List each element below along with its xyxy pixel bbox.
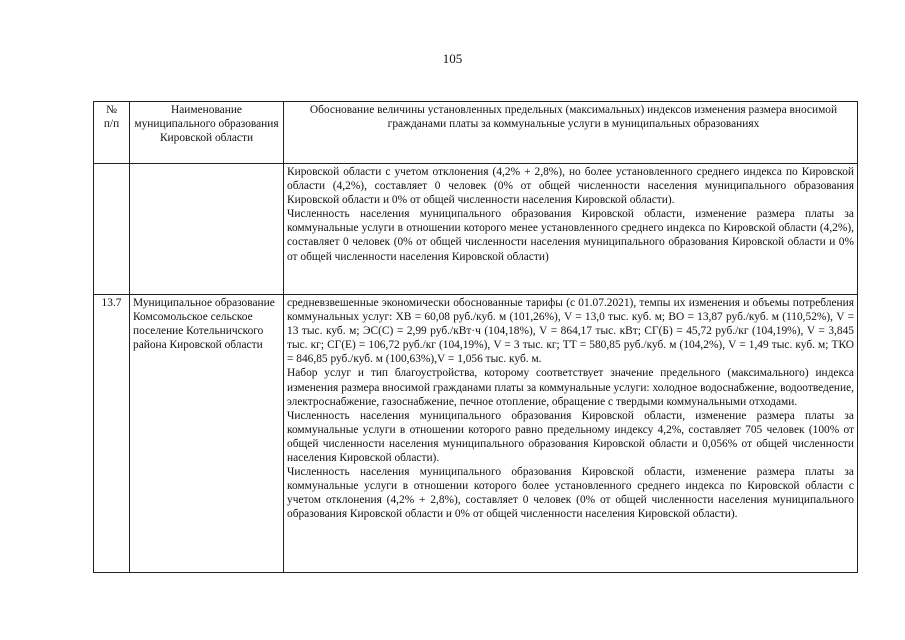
paragraph: Набор услуг и тип благоустройства, которому соответствует значение предельного (максимального) индекса изменения размера вносимой гражданами платы за коммунальные услуги: холодное водоснабжение, водоотведение, электроснабжение, газоснабжение, печное отопление, обращение с твердыми коммунальными отходами. [287, 367, 854, 408]
header-municipality: Наименование муниципального образования Кировской области [130, 102, 284, 164]
table-header-row [94, 102, 858, 164]
table-row [94, 295, 858, 573]
index-justification-table [93, 101, 858, 573]
row-number [94, 164, 130, 295]
paragraph: средневзвешенные экономически обоснованные тарифы (с 01.07.2021), темпы их изменения и объемы потребления коммунальных услуг: ХВ = 60,08 руб./куб. м (101,26%), V = 13,0 тыс. куб. м; ВО = 13,87 руб./куб. м (110,52%), V = 13 тыс. куб. м; ЭС(С) = 2,99 руб./кВт·ч (104,18%), V = 864,17 тыс. кВт; СГ(Б) = 45,72 руб./кг (104,19%), V = 3,845 тыс. кг; СГ(Е) = 106,72 руб./кг (104,19%), V = 3 тыс. кг; ТТ = 580,85 руб./куб. м (104,2%), V = 1,49 тыс. куб. м; ТКО = 846,85 руб./куб. м (100,63%),V = 1,056 тыс. куб. м. [287, 297, 854, 366]
row-number: 13.7 [94, 295, 130, 573]
page-number: 105 [442, 51, 463, 66]
paragraph: Численность населения муниципального образования Кировской области, изменение размера платы за коммунальные услуги в отношении которого более установленного среднего индекса по Кировской области с учетом отклонения (4,2% + 2,8%), составляет 0 человек (0% от общей численности населения муниципального образования Кировской области и 0% от общей численности населения Кировской области). [287, 466, 854, 521]
header-number: № п/п [94, 102, 130, 164]
table-row [94, 164, 858, 295]
row-justification [284, 295, 858, 573]
paragraph: Численность населения муниципального образования Кировской области, изменение размера платы за коммунальные услуги в отношении которого равно предельному индексу 4,2%, составляет 705 человек (100% от общей численности населения муниципального образования Кировской области и 0,056% от общей численности населения Кировской области). [287, 409, 854, 465]
row-municipality: Муниципальное образование Комсомольское сельское поселение Котельничского района Кировской области [130, 295, 284, 573]
row-municipality [130, 164, 284, 295]
row-justification [284, 164, 858, 295]
paragraph: Численность населения муниципального образования Кировской области, изменение размера платы за коммунальные услуги в отношении которого менее установленного среднего индекса по Кировской области (4,2%), составляет 0 человек (0% от общей численности населения муниципального образования Кировской области и 0% от общей численности населения Кировской области) [287, 208, 854, 263]
header-justification: Обоснование величины установленных предельных (максимальных) индексов изменения размера вносимой гражданами платы за коммунальные услуги в муниципальных образованиях [284, 102, 858, 164]
paragraph: Кировской области с учетом отклонения (4,2% + 2,8%), но более установленного среднего индекса по Кировской области (4,2%), составляет 0 человек (0% от общей численности населения муниципального образования Кировской области и 0% от общей численности населения Кировской области). [287, 166, 854, 207]
